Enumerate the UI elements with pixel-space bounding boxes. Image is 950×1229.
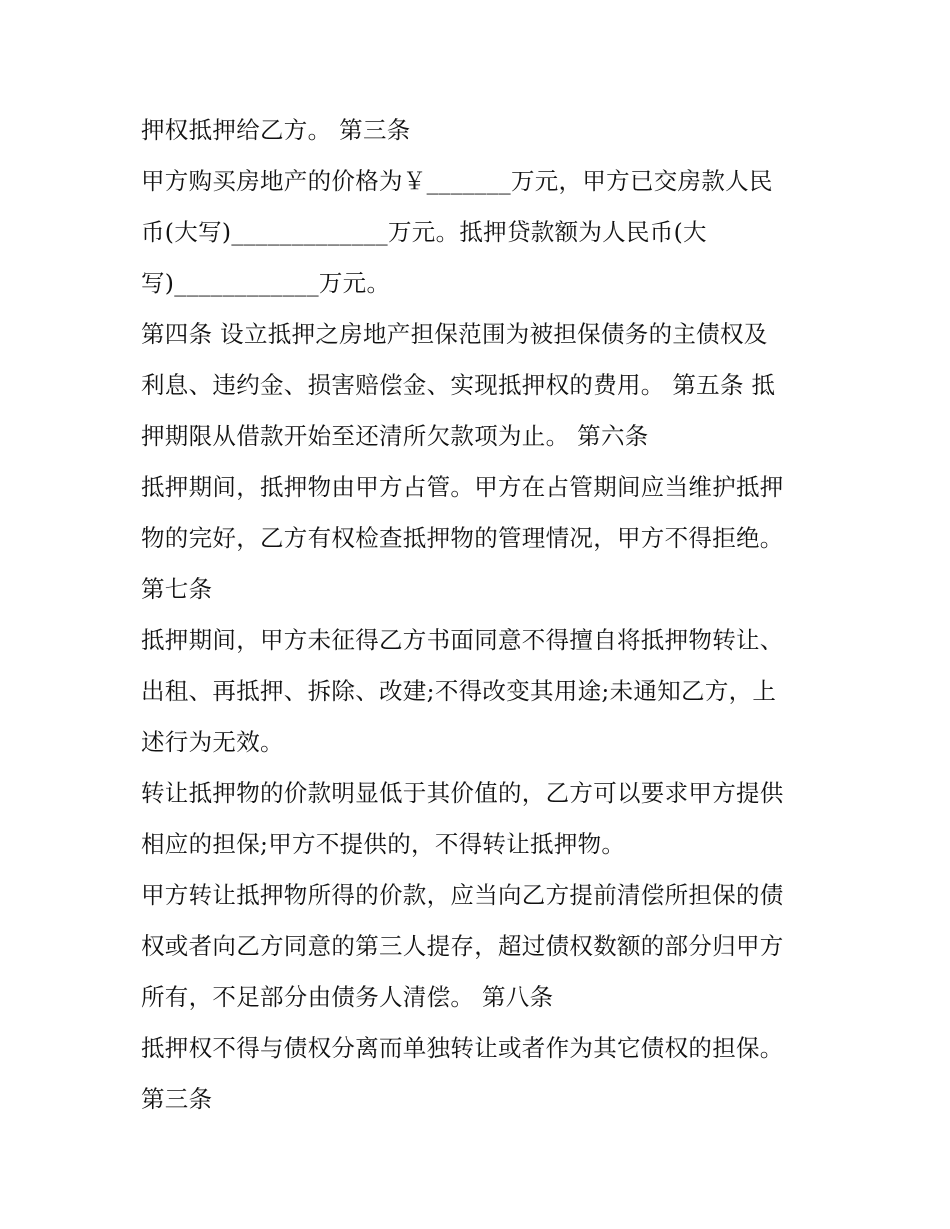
text-line: 押期限从借款开始至还清所欠款项为止。 第六条 bbox=[141, 422, 649, 450]
text-line: 出租、再抵押、拆除、改建;不得改变其用途;未通知乙方，上 bbox=[141, 677, 777, 705]
text-line: 写)____________万元。 bbox=[141, 269, 391, 297]
text-line: 押权抵押给乙方。 第三条 bbox=[141, 116, 411, 144]
text-line: 第七条 bbox=[141, 575, 213, 603]
text-line: 币(大写)_____________万元。抵押贷款额为人民币(大 bbox=[141, 218, 707, 246]
text-line: 述行为无效。 bbox=[141, 728, 284, 756]
text-line: 利息、违约金、损害赔偿金、实现抵押权的费用。 第五条 抵 bbox=[141, 371, 776, 399]
text-line: 所有，不足部分由债务人清偿。 第八条 bbox=[141, 983, 554, 1011]
text-line: 相应的担保;甲方不提供的，不得转让抵押物。 bbox=[141, 830, 626, 858]
text-line: 物的完好，乙方有权检查抵押物的管理情况，甲方不得拒绝。 bbox=[141, 524, 784, 552]
text-line: 权或者向乙方同意的第三人提存，超过债权数额的部分归甲方 bbox=[141, 932, 784, 960]
text-line: 甲方转让抵押物所得的价款，应当向乙方提前清偿所担保的债 bbox=[141, 881, 784, 909]
text-line: 甲方购买房地产的价格为￥_______万元，甲方已交房款人民 bbox=[141, 167, 773, 195]
text-line: 抵押期间，抵押物由甲方占管。甲方在占管期间应当维护抵押 bbox=[141, 473, 784, 501]
text-line: 第四条 设立抵押之房地产担保范围为被担保债务的主债权及 bbox=[141, 320, 768, 348]
document-body bbox=[141, 110, 821, 1130]
text-line: 转让抵押物的价款明显低于其价值的，乙方可以要求甲方提供 bbox=[141, 779, 784, 807]
text-line: 抵押期间，甲方未征得乙方书面同意不得擅自将抵押物转让、 bbox=[141, 626, 784, 654]
text-line: 抵押权不得与债权分离而单独转让或者作为其它债权的担保。 bbox=[141, 1034, 784, 1062]
text-line: 第三条 bbox=[141, 1085, 213, 1113]
